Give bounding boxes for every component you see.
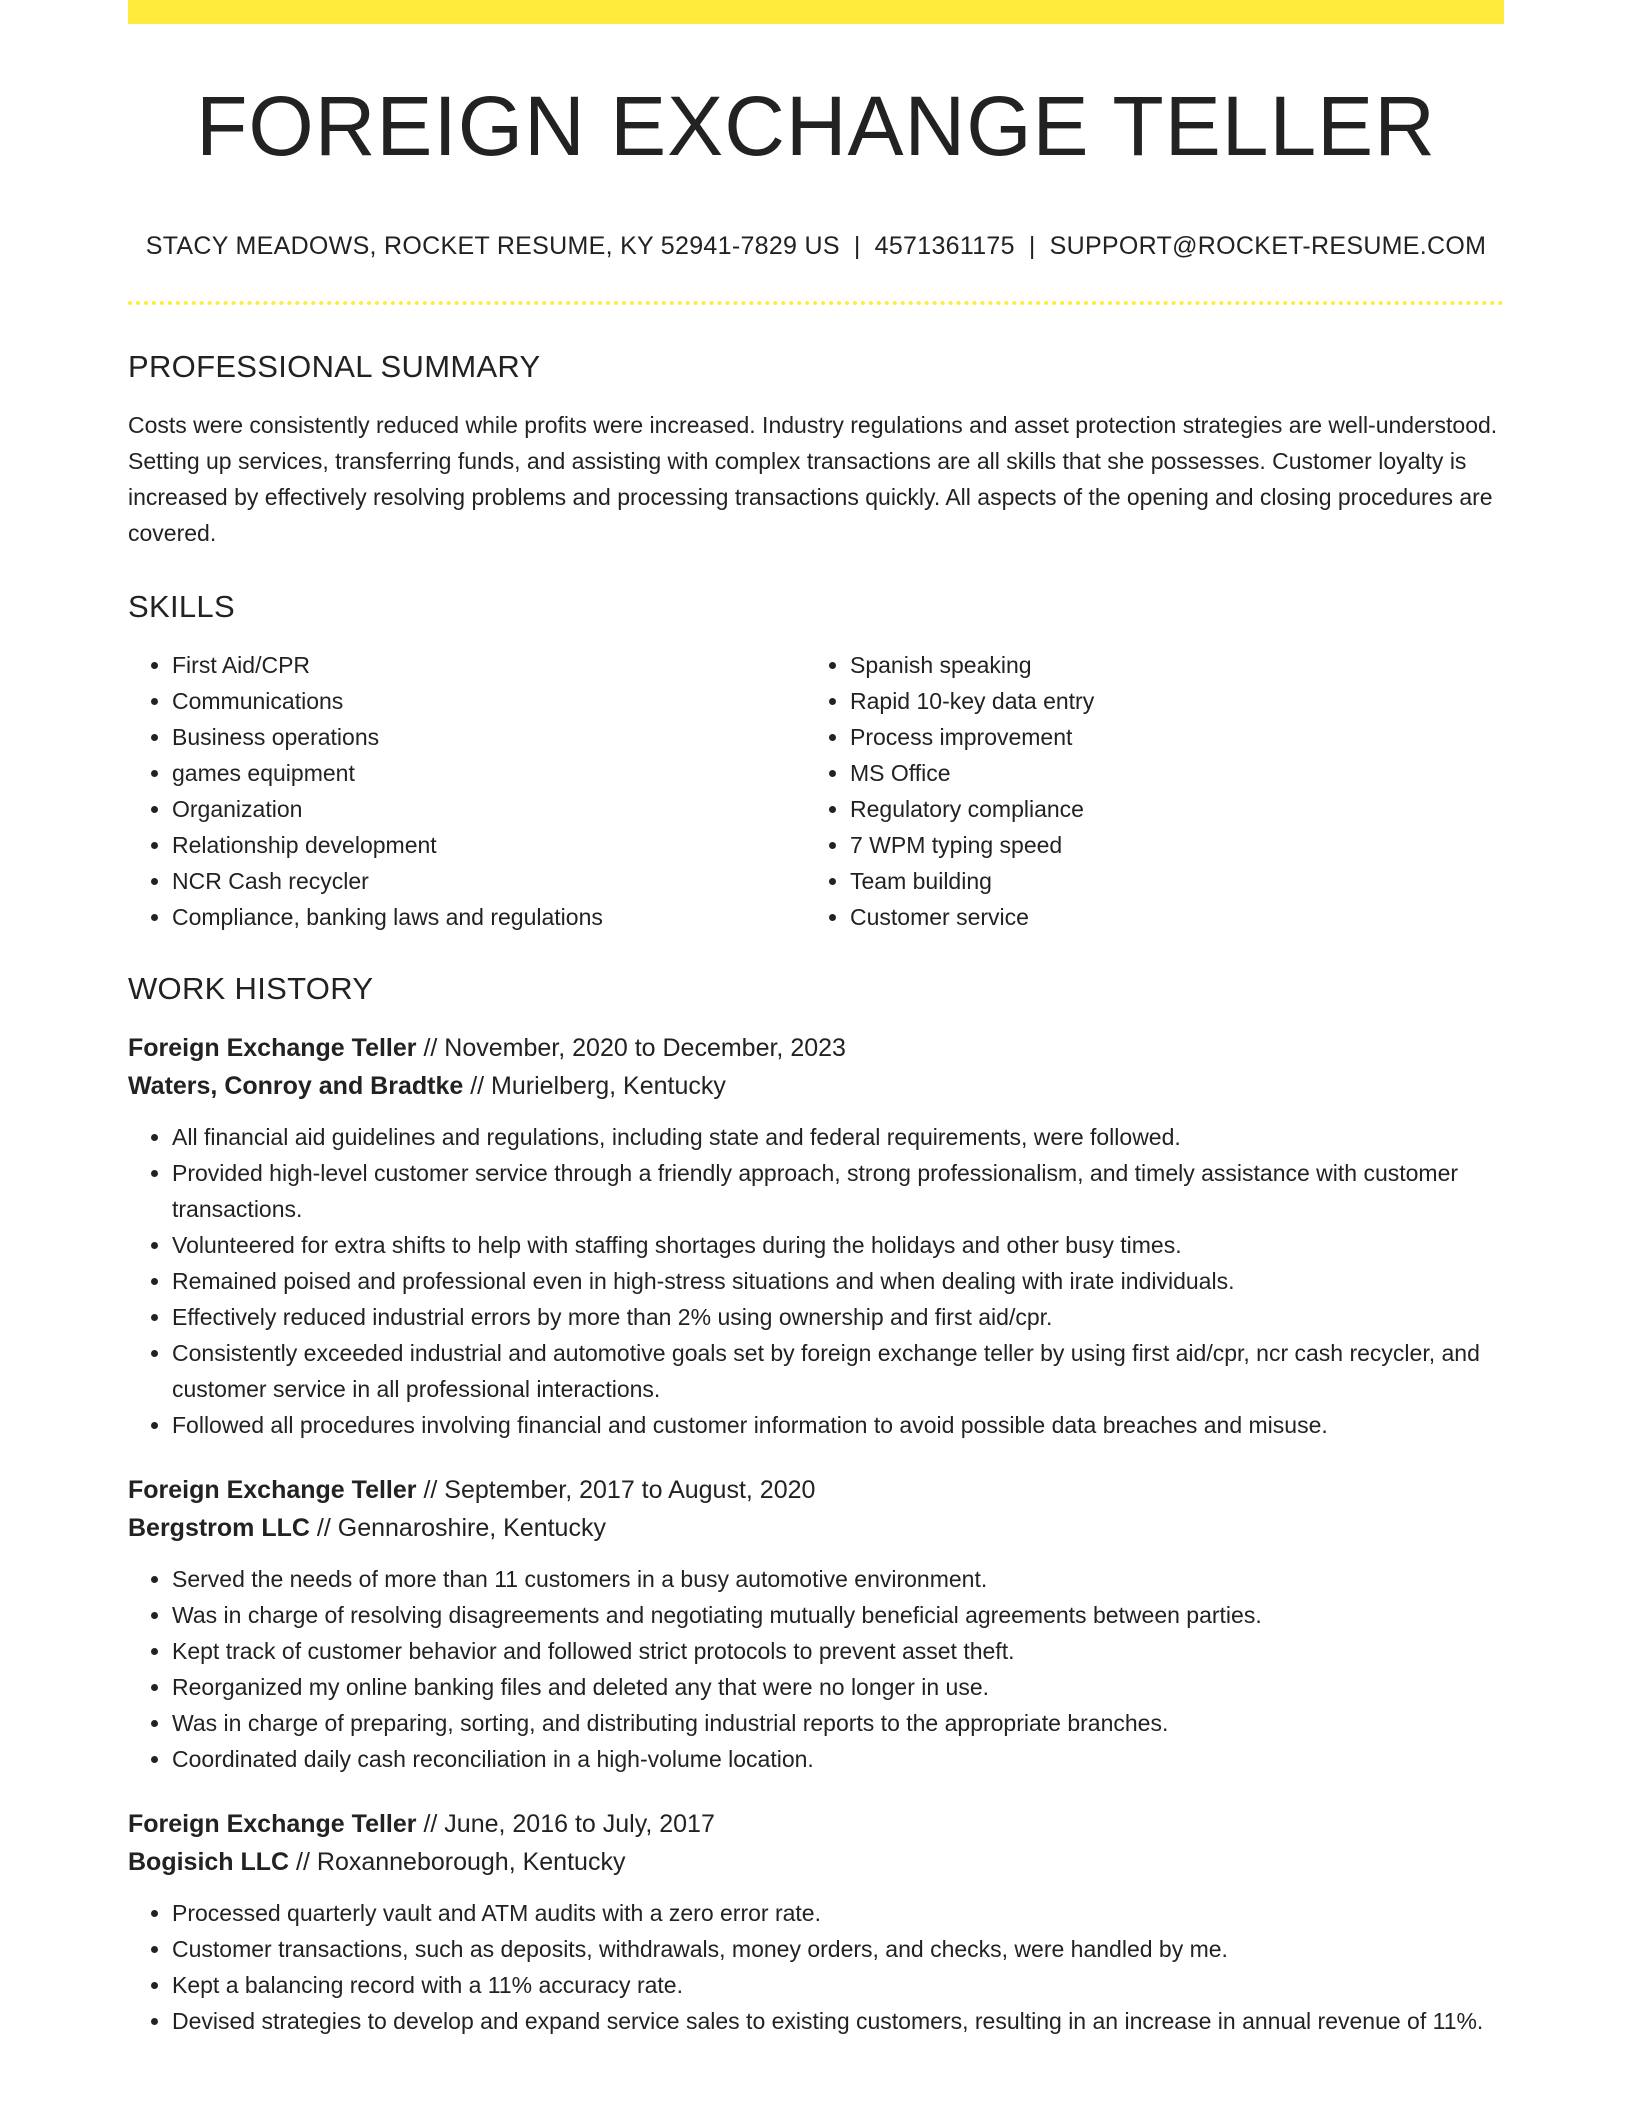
job-bullet: • Reorganized my online banking files and deleted any that were no longer in use. [172, 1669, 1504, 1705]
summary-text: Costs were consistently reduced while profits were increased. Industry regulations and asset protection strategies are well-understood. Setting up services, transferring funds, and assisting with complex transactions are all skills that she possesses. Customer loyalty is increased by effectively resolving problems and processing transactions quickly. All aspects of the opening and closing procedures are covered. [128, 412, 1498, 546]
job-bullet: • Remained poised and professional even in high-stress situations and when dealing with irate individuals. [172, 1263, 1504, 1299]
skill-item: • NCR Cash recycler [172, 863, 806, 899]
job-location: // Roxanneborough, Kentucky [289, 1848, 626, 1876]
skill-item: • Organization [172, 791, 806, 827]
contact-separator: | [1028, 232, 1036, 260]
job-bullet: • Was in charge of preparing, sorting, and distributing industrial reports to the appropriate branches. [172, 1705, 1504, 1741]
skills-list-right [806, 647, 1484, 935]
job-bullet: • Customer transactions, such as deposits, withdrawals, money orders, and checks, were handled by me. [172, 1931, 1504, 1967]
skill-item: • Customer service [850, 899, 1484, 935]
skill-item: • Relationship development [172, 827, 806, 863]
job-location: // Murielberg, Kentucky [463, 1072, 726, 1100]
skill-item: • Regulatory compliance [850, 791, 1484, 827]
skill-item: • Spanish speaking [850, 647, 1484, 683]
skill-item: • Communications [172, 683, 806, 719]
resume-title: FOREIGN EXCHANGE TELLER [196, 79, 1436, 173]
contact-phone: 4571361175 [874, 232, 1015, 260]
skills-list-left [128, 647, 806, 935]
contact-line [128, 232, 1504, 261]
job-bullet: • Kept a balancing record with a 11% accuracy rate. [172, 1967, 1504, 2003]
job-entry [128, 1471, 1504, 1777]
job-bullet: • Consistently exceeded industrial and automotive goals set by foreign exchange teller by using first aid/cpr, ncr cash recycler, and customer service in all professional interactions. [172, 1335, 1504, 1407]
job-dates: // November, 2020 to December, 2023 [416, 1034, 846, 1062]
job-entry [128, 1029, 1504, 1443]
job-company: Bergstrom LLC [128, 1514, 310, 1542]
job-title-line [128, 1471, 1504, 1509]
skill-item: • Business operations [172, 719, 806, 755]
job-bullets [128, 1895, 1504, 2039]
job-bullets [128, 1561, 1504, 1777]
skill-item: • Process improvement [850, 719, 1484, 755]
job-title: Foreign Exchange Teller [128, 1034, 417, 1062]
job-location: // Gennaroshire, Kentucky [309, 1514, 606, 1542]
contact-separator: | [853, 232, 861, 260]
job-bullet: • Served the needs of more than 11 customers in a busy automotive environment. [172, 1561, 1504, 1597]
job-bullet: • Provided high-level customer service through a friendly approach, strong professionalism, and timely assistance with customer transactions. [172, 1155, 1504, 1227]
job-bullet: • Volunteered for extra shifts to help with staffing shortages during the holidays and other busy times. [172, 1227, 1504, 1263]
accent-top-bar [128, 0, 1504, 24]
job-title-line [128, 1029, 1504, 1067]
job-title: Foreign Exchange Teller [128, 1476, 417, 1504]
skill-item: • 7 WPM typing speed [850, 827, 1484, 863]
job-bullet: • Kept track of customer behavior and followed strict protocols to prevent asset theft. [172, 1633, 1504, 1669]
skill-item: • Compliance, banking laws and regulations [172, 899, 806, 935]
resume-page [128, 0, 1504, 2039]
job-bullets [128, 1119, 1504, 1443]
job-company-line [128, 1067, 1504, 1105]
job-bullet: • Coordinated daily cash reconciliation in a high-volume location. [172, 1741, 1504, 1777]
job-bullet: • Effectively reduced industrial errors by more than 2% using ownership and first aid/cpr. [172, 1299, 1504, 1335]
job-bullet: • Devised strategies to develop and expand service sales to existing customers, resulting in an increase in annual revenue of 11%. [172, 2003, 1504, 2039]
job-title: Foreign Exchange Teller [128, 1810, 417, 1838]
skills-columns [128, 647, 1504, 935]
job-title-line [128, 1805, 1504, 1843]
job-bullet: • Was in charge of resolving disagreements and negotiating mutually beneficial agreements between parties. [172, 1597, 1504, 1633]
job-dates: // September, 2017 to August, 2020 [416, 1476, 816, 1504]
dotted-divider [128, 301, 1504, 305]
job-entry [128, 1805, 1504, 2039]
job-dates: // June, 2016 to July, 2017 [416, 1810, 715, 1838]
job-company-line [128, 1843, 1504, 1881]
job-company: Bogisich LLC [128, 1848, 290, 1876]
job-bullet: • Processed quarterly vault and ATM audits with a zero error rate. [172, 1895, 1504, 1931]
work-history-heading: WORK HISTORY [128, 971, 374, 1006]
skill-item: • MS Office [850, 755, 1484, 791]
skill-item: • games equipment [172, 755, 806, 791]
job-bullet: • All financial aid guidelines and regulations, including state and federal requirements, were followed. [172, 1119, 1504, 1155]
job-company: Waters, Conroy and Bradtke [128, 1072, 464, 1100]
skill-item: • Rapid 10-key data entry [850, 683, 1484, 719]
contact-email: SUPPORT@ROCKET-RESUME.COM [1049, 232, 1487, 260]
skill-item: • First Aid/CPR [172, 647, 806, 683]
summary-heading: PROFESSIONAL SUMMARY [128, 349, 541, 384]
job-bullet: • Followed all procedures involving financial and customer information to avoid possible data breaches and misuse. [172, 1407, 1504, 1443]
contact-address: STACY MEADOWS, ROCKET RESUME, KY 52941-7829 US [145, 232, 840, 260]
skills-heading: SKILLS [128, 589, 235, 624]
skill-item: • Team building [850, 863, 1484, 899]
job-company-line [128, 1509, 1504, 1547]
